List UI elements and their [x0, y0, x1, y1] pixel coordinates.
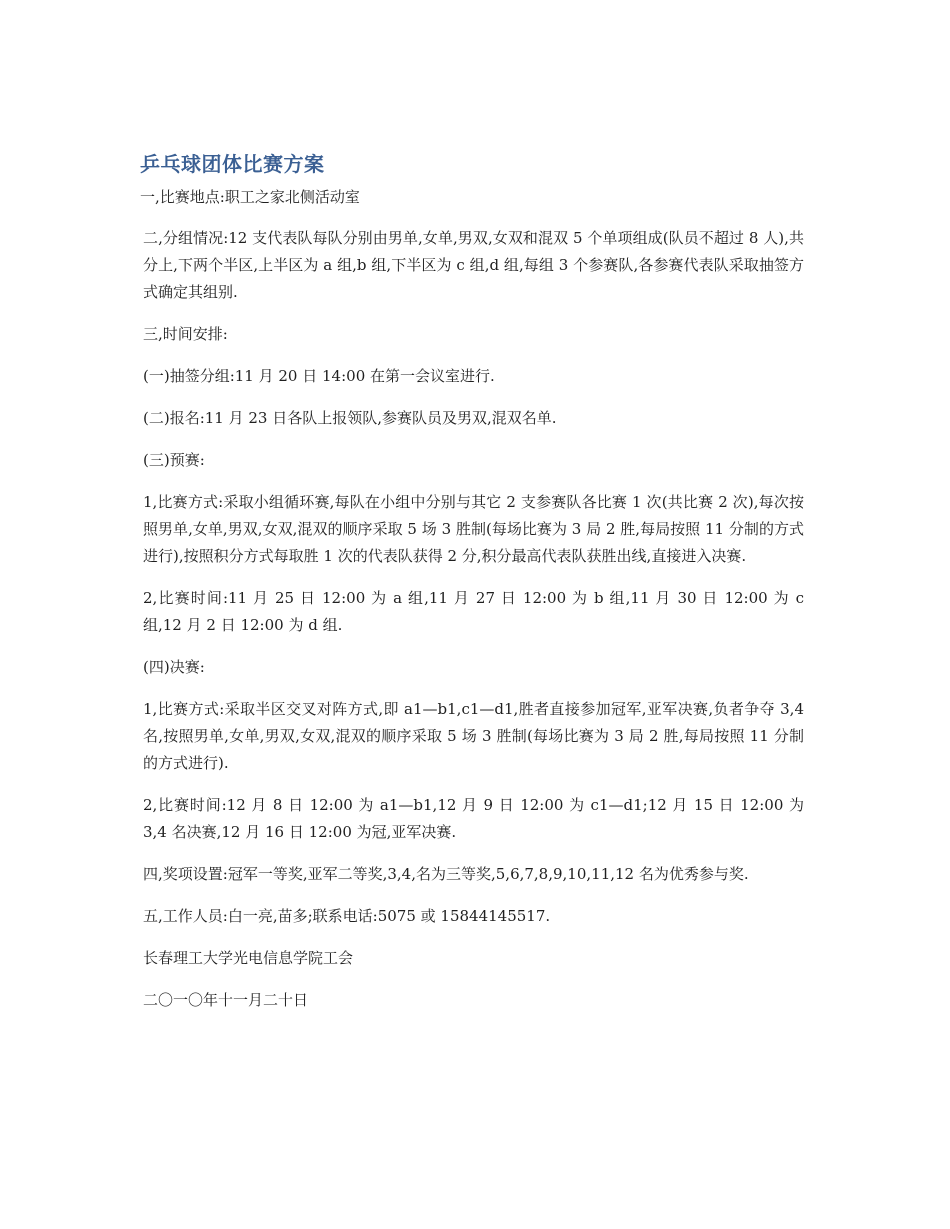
paragraph-staff: 五,工作人员:白一亮,苗多;联系电话:5075 或 15844145517. — [143, 907, 551, 925]
paragraph-schedule-heading: 三,时间安排: — [143, 325, 228, 343]
paragraph-preliminary-heading: (三)预赛: — [143, 451, 205, 469]
paragraph-registration: (二)报名:11 月 23 日各队上报领队,参赛队员及男双,混双名单. — [143, 409, 557, 427]
paragraph-final-heading: (四)决赛: — [143, 658, 205, 676]
paragraph-final-format: 1,比赛方式:采取半区交叉对阵方式,即 a1—b1,c1—d1,胜者直接参加冠军,亚军决赛,负者争夺 3,4 名,按照男单,女单,男双,女双,混双的顺序采取 5 场 3 胜制(每场比赛为 3 局 2 胜,每局按照 11 分制的方式进行). — [143, 700, 804, 772]
paragraph-draw: (一)抽签分组:11 月 20 日 14:00 在第一会议室进行. — [143, 367, 495, 385]
paragraph-preliminary-time: 2,比赛时间:11 月 25 日 12:00 为 a 组,11 月 27 日 12:00 为 b 组,11 月 30 日 12:00 为 c 组,12 月 2 日 12:00 为 d 组. — [143, 589, 804, 634]
paragraph-preliminary-format: 1,比赛方式:采取小组循环赛,每队在小组中分别与其它 2 支参赛队各比赛 1 次(共比赛 2 次),每次按照男单,女单,男双,女双,混双的顺序采取 5 场 3 胜制(每场比赛为 3 局 2 胜,每局按照 11 分制的方式进行),按照积分方式每取胜 1 次的代表队获得 2 分,积分最高代表队获胜出线,直接进入决赛. — [143, 493, 804, 565]
document-title: 乒乓球团体比赛方案 — [140, 152, 325, 176]
paragraph-organizer: 长春理工大学光电信息学院工会 — [143, 949, 354, 967]
paragraph-date: 二〇一〇年十一月二十日 — [143, 991, 309, 1009]
paragraph-final-time: 2,比赛时间:12 月 8 日 12:00 为 a1—b1,12 月 9 日 12:00 为 c1—d1;12 月 15 日 12:00 为 3,4 名决赛,12 月 16 日 12:00 为冠,亚军决赛. — [143, 796, 804, 841]
paragraph-venue: 一,比赛地点:职工之家北侧活动室 — [140, 188, 360, 206]
document-page — [140, 150, 804, 1029]
paragraph-awards: 四,奖项设置:冠军一等奖,亚军二等奖,3,4,名为三等奖,5,6,7,8,9,10,11,12 名为优秀参与奖. — [143, 865, 749, 883]
paragraph-grouping: 二,分组情况:12 支代表队每队分别由男单,女单,男双,女双和混双 5 个单项组成(队员不超过 8 人),共分上,下两个半区,上半区为 a 组,b 组,下半区为 c 组,d 组,每组 3 个参赛队,各参赛代表队采取抽签方式确定其组别. — [143, 229, 804, 301]
